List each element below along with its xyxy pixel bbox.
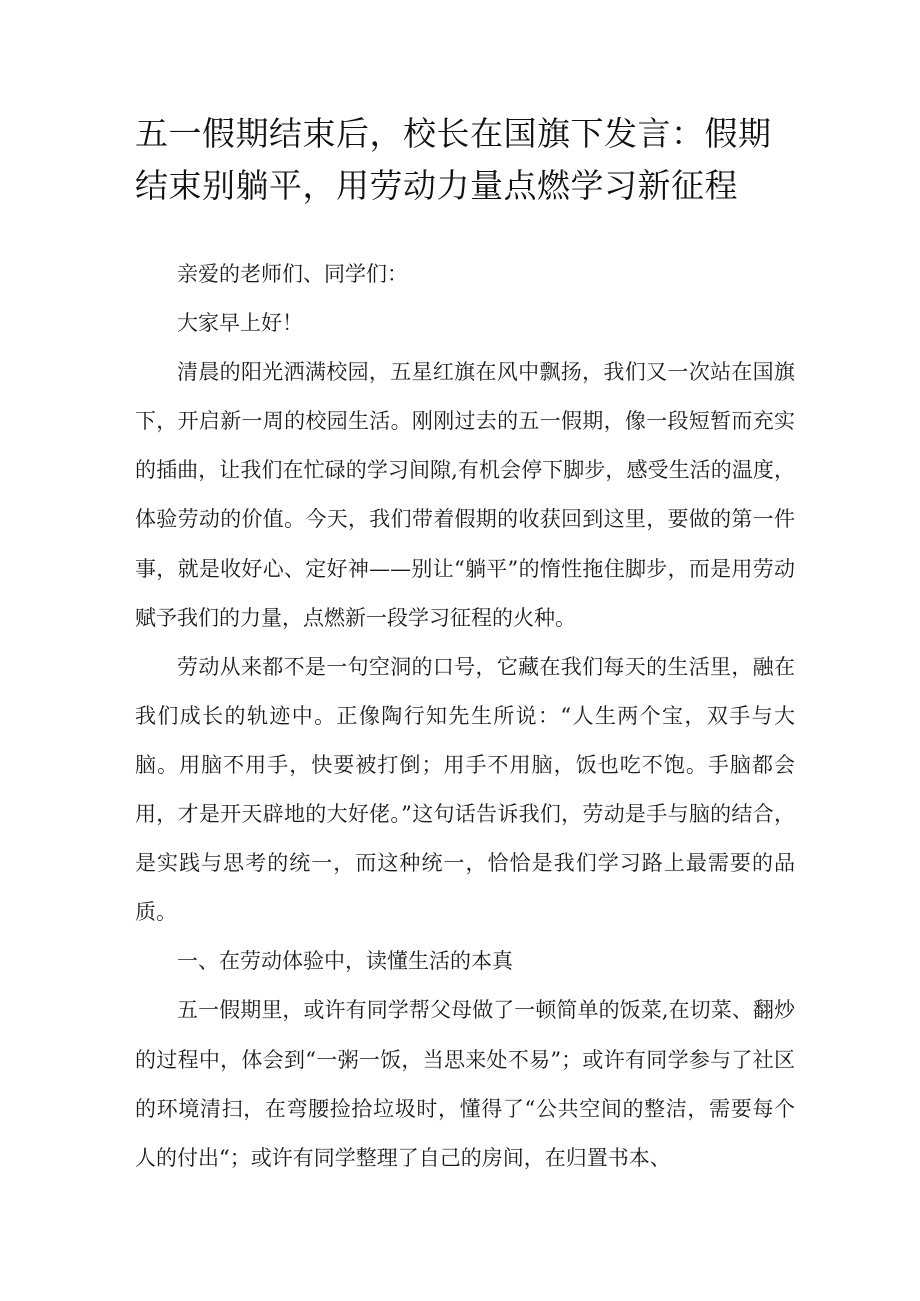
paragraph-opening: 清晨的阳光洒满校园，五星红旗在风中飘扬，我们又一次站在国旗下，开启新一周的校园生活。刚刚过去的五一假期，像一段短暂而充实的插曲，让我们在忙碌的学习间隙,有机会停下脚步，感受生活的温度，体验劳动的价值。今天，我们带着假期的收获回到这里，要做的第一件事，就是收好心、定好神——别让“躺平”的惰性拖住脚步，而是用劳动赋予我们的力量，点燃新一段学习征程的火种。 (135, 360, 795, 630)
document-body (135, 250, 795, 1183)
paragraph-labor-quote: 劳动从来都不是一句空洞的口号，它藏在我们每天的生活里，融在我们成长的轨迹中。正像陶行知先生所说：“人生两个宝，双手与大脑。用脑不用手，快要被打倒；用手不用脑，饭也吃不饱。手脑都会用，才是开天辟地的大好佬。”这句话告诉我们，劳动是手与脑的结合，是实践与思考的统一，而这种统一，恰恰是我们学习路上最需要的品质。 (135, 654, 795, 925)
paragraph-holiday-examples: 五一假期里，或许有同学帮父母做了一顿简单的饭菜,在切菜、翻炒的过程中，体会到“一粥一饭，当思来处不易”；或许有同学参与了社区的环境清扫，在弯腰捡拾垃圾时，懂得了“公共空间的整洁，需要每个人的付出“；或许有同学整理了自己的房间，在归置书本、 (135, 998, 795, 1170)
document-title: 五一假期结束后，校长在国旗下发言：假期结束别躺平，用劳动力量点燃学习新征程 (135, 114, 772, 205)
greeting: 大家早上好！ (177, 311, 303, 336)
section-heading: 一、在劳动体验中，读懂生活的本真 (177, 949, 513, 974)
salutation: 亲爱的老师们、同学们： (177, 262, 408, 286)
